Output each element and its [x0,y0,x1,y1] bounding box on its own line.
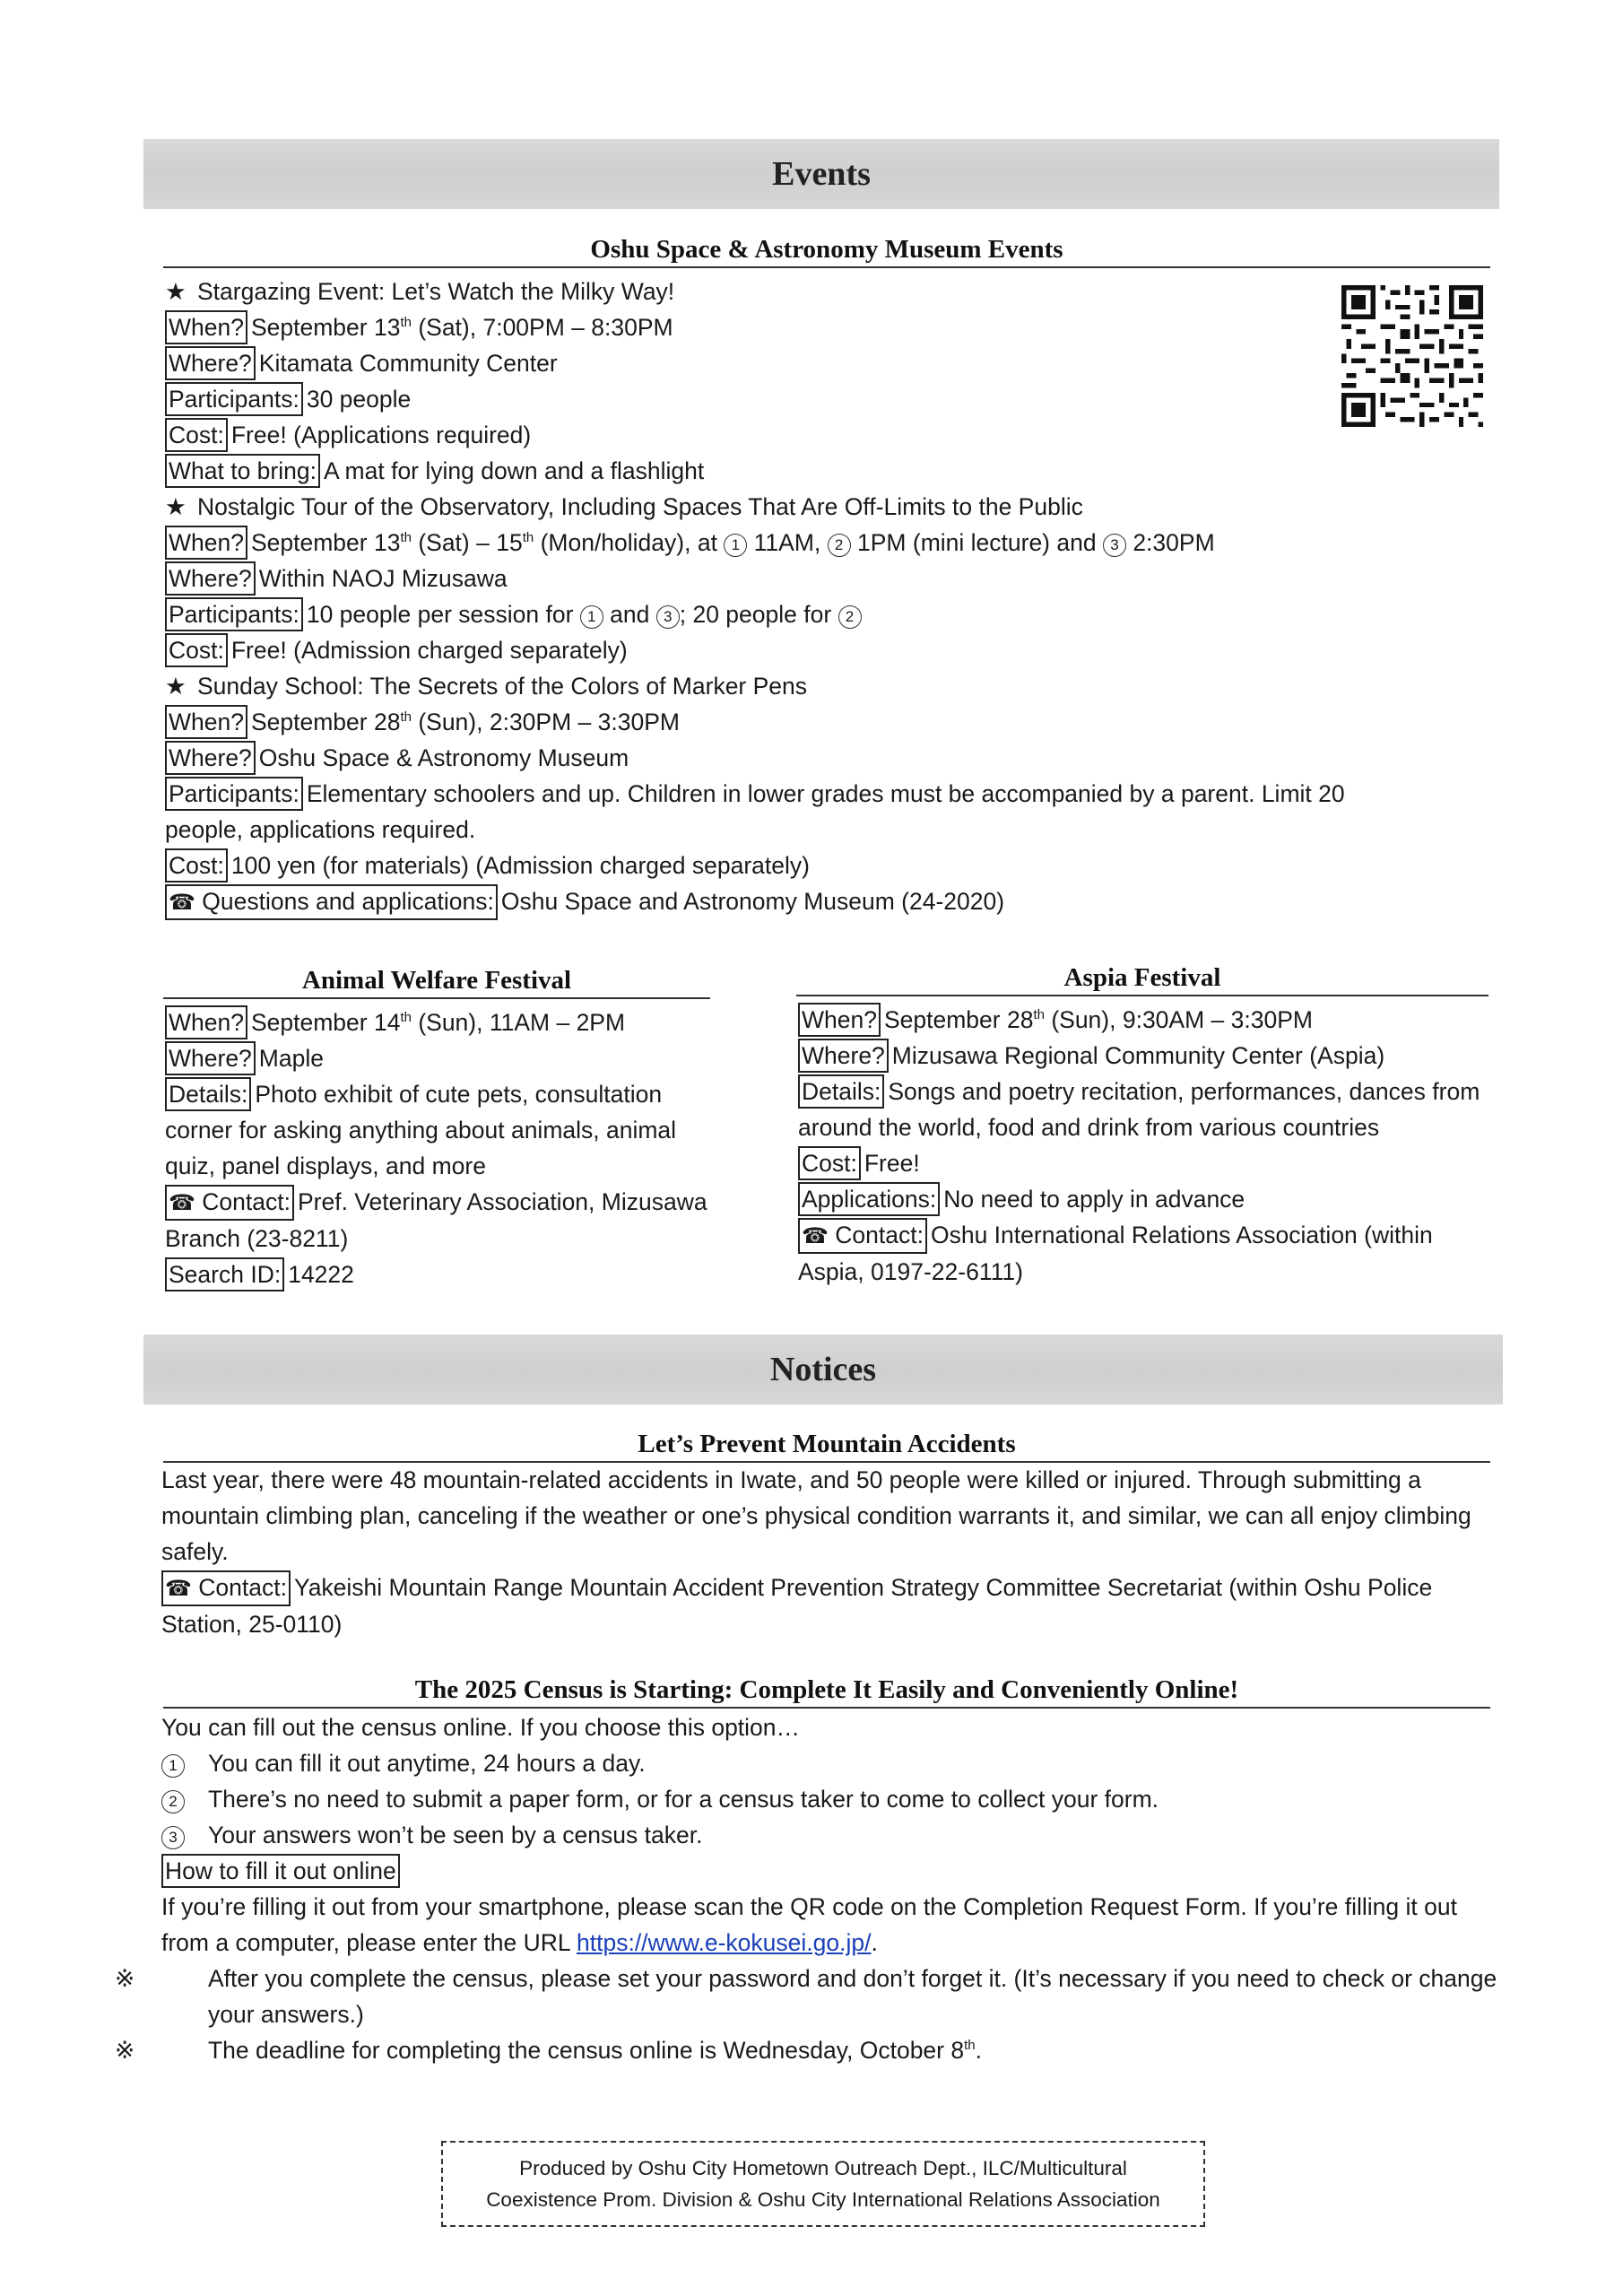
school-participants: Participants: Elementary schoolers and up. Children in lower grades must be accompanied by a parent. Limit 20 people, applications required. [165,776,1420,848]
school-where: Where? Oshu Space & Astronomy Museum [165,740,1438,776]
star-icon: ★ [165,673,187,700]
stargazing-bring: What to bring: A mat for lying down and a flashlight [165,453,1438,489]
details-label: Details: [798,1074,884,1109]
when-label: When? [165,1005,247,1039]
search-label: Search ID: [165,1257,284,1292]
circled-number: 3 [161,1826,185,1849]
museum-events [165,274,1438,920]
cost-label: Cost: [165,848,228,883]
tour-where: Where? Within NAOJ Mizusawa [165,561,1438,596]
tour-heading: ★ Nostalgic Tour of the Observatory, Including Spaces That Are Off-Limits to the Public [165,489,1438,525]
school-cost: Cost: 100 yen (for materials) (Admission charged separately) [165,848,1438,883]
phone-icon: ☎ [169,1191,195,1215]
circled-number: 3 [1103,534,1126,557]
animal-details: Details: Photo exhibit of cute pets, consultation corner for asking anything about animals, animal quiz, panel displays, and more [165,1076,712,1184]
reference-mark-icon: ※ [115,1965,135,1992]
stargazing-when: When? September 13th (Sat), 7:00PM – 8:30PM [165,309,1438,345]
aspia-festival [798,1002,1493,1290]
questions-label: ☎ Questions and applications: [165,884,498,920]
when-label: When? [798,1003,881,1037]
aspia-where: Where? Mizusawa Regional Community Center (Aspia) [798,1038,1493,1074]
census-title: The 2025 Census is Starting: Complete It Easily and Conveniently Online! [163,1675,1490,1709]
star-icon: ★ [165,493,187,520]
footer-line-2: Coexistence Prom. Division & Oshu City International Relations Association [486,2188,1160,2211]
participants-label: Participants: [165,382,303,416]
cost-label: Cost: [165,633,228,667]
footer-line-1: Produced by Oshu City Hometown Outreach Dept., ILC/Multicultural [519,2157,1127,2179]
circled-number: 3 [656,605,680,629]
census-url-link[interactable]: https://www.e-kokusei.go.jp/ [577,1929,872,1956]
phone-icon: ☎ [165,1577,192,1601]
census-note-password: ※ After you complete the census, please set your password and don’t forget it. (It’s necessary if you need to check or change your answers.) [161,1961,1497,2032]
circled-number: 2 [838,605,862,629]
stargazing-where: Where? Kitamata Community Center [165,345,1438,381]
school-questions: ☎ Questions and applications: Oshu Space and Astronomy Museum (24-2020) [165,883,1438,920]
how-to-text: If you’re filling it out from your smartphone, please scan the QR code on the Completion Request Form. If you’re filling it out from a computer, please enter the URL https://www.e-kokusei.go.jp/. [161,1893,1457,1956]
circled-number: 2 [161,1790,185,1813]
contact-label: ☎ Contact: [798,1218,927,1254]
list-item: 1 You can fill it out anytime, 24 hours a day. [161,1745,1497,1781]
notices-banner-title: Notices [769,1351,877,1388]
when-label: When? [165,310,247,344]
aspia-when: When? September 28th (Sun), 9:30AM – 3:30PM [798,1002,1493,1038]
where-label: Where? [798,1039,889,1073]
star-icon: ★ [165,278,187,305]
bring-label: What to bring: [165,454,320,488]
aspia-cost: Cost: Free! [798,1145,1493,1181]
participants-label: Participants: [165,777,303,811]
notices-banner [143,1335,1503,1405]
where-label: Where? [165,1041,256,1075]
animal-search: Search ID: 14222 [165,1257,712,1292]
census-intro: You can fill out the census online. If you choose this option… [161,1714,801,1741]
school-when: When? September 28th (Sun), 2:30PM – 3:30PM [165,704,1438,740]
participants-label: Participants: [165,597,303,631]
where-label: Where? [165,561,256,596]
applications-label: Applications: [798,1182,940,1216]
circled-number: 1 [724,534,747,557]
how-to-label: How to fill it out online [161,1854,400,1888]
details-label: Details: [165,1077,251,1111]
footer-credits [441,2141,1205,2227]
cost-label: Cost: [165,418,228,452]
list-item: 3 Your answers won’t be seen by a census taker. [161,1817,1497,1853]
aspia-contact: ☎ Contact: Oshu International Relations Association (within Aspia, 0197-22-6111) [798,1217,1493,1290]
reference-mark-icon: ※ [115,2037,135,2064]
census-note-deadline: ※ The deadline for completing the census online is Wednesday, October 8th. [161,2032,1497,2068]
tour-when: When? September 13th (Sat) – 15th (Mon/holiday), at 1 11AM, 2 1PM (mini lecture) and 3 2:30PM [165,525,1438,561]
aspia-festival-title: Aspia Festival [796,963,1488,996]
mountain-contact: ☎ Contact: Yakeishi Mountain Range Mountain Accident Prevention Strategy Committee Secretariat (within Oshu Police Station, 25-0110) [161,1570,1497,1642]
contact-label: ☎ Contact: [165,1185,294,1221]
when-label: When? [165,705,247,739]
when-label: When? [165,526,247,560]
animal-festival [165,1004,712,1292]
events-banner-title: Events [772,155,871,193]
contact-label: ☎ Contact: [161,1570,291,1606]
phone-icon: ☎ [802,1224,829,1248]
circled-number: 1 [580,605,603,629]
tour-participants: Participants: 10 people per session for 1 and 3 ; 20 people for 2 [165,596,1438,632]
stargazing-heading: ★ Stargazing Event: Let’s Watch the Milky Way! [165,274,1438,309]
stargazing-participants: Participants: 30 people [165,381,1438,417]
census-notice [115,1709,1497,2068]
museum-events-title: Oshu Space & Astronomy Museum Events [163,235,1490,268]
stargazing-cost: Cost: Free! (Applications required) [165,417,1438,453]
school-heading: ★ Sunday School: The Secrets of the Colors of Marker Pens [165,668,1438,704]
circled-number: 1 [161,1754,185,1778]
events-banner [143,139,1499,209]
mountain-title: Let’s Prevent Mountain Accidents [163,1430,1490,1463]
list-item: 2 There’s no need to submit a paper form, or for a census taker to come to collect your form. [161,1781,1497,1817]
tour-cost: Cost: Free! (Admission charged separately) [165,632,1438,668]
how-to-label-row [161,1853,1497,1889]
where-label: Where? [165,741,256,775]
animal-when: When? September 14th (Sun), 11AM – 2PM [165,1004,712,1040]
mountain-body: Last year, there were 48 mountain-related accidents in Iwate, and 50 people were killed or injured. Through submitting a mountain climbing plan, canceling if the weather or one’s physical condition warrants it, and similar, we can all enjoy climbing safely. [161,1466,1471,1565]
aspia-applications: Applications: No need to apply in advance [798,1181,1493,1217]
aspia-details: Details: Songs and poetry recitation, performances, dances from around the world, food and drink from various countries [798,1074,1493,1145]
animal-festival-title: Animal Welfare Festival [163,966,710,999]
animal-where: Where? Maple [165,1040,712,1076]
where-label: Where? [165,346,256,380]
circled-number: 2 [828,534,851,557]
animal-contact: ☎ Contact: Pref. Veterinary Association, Mizusawa Branch (23-8211) [165,1184,712,1257]
mountain-notice [161,1462,1497,1642]
cost-label: Cost: [798,1146,861,1180]
phone-icon: ☎ [169,891,195,915]
